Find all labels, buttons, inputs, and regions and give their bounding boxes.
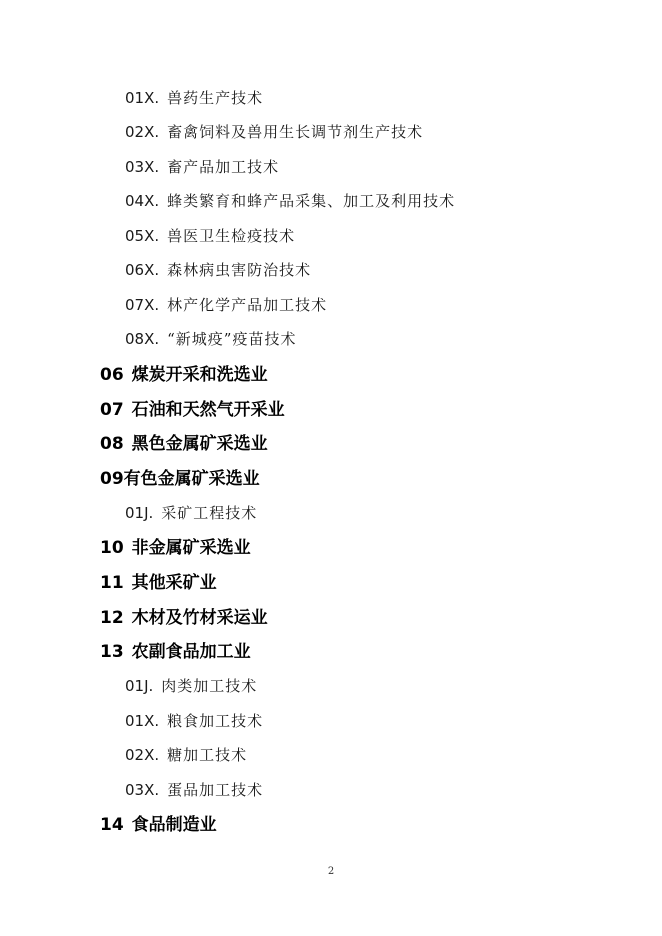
section-code: 07 [100,400,124,420]
item-code: 05X. [125,227,160,245]
item-text: 肉类加工技术 [161,677,258,695]
section-code: 13 [100,642,124,662]
list-item [125,329,296,349]
section-title: 食品制造业 [131,815,217,835]
item-code: 02X. [125,746,160,764]
item-code: 03X. [125,158,160,176]
list-item [125,122,423,142]
section-title: 其他采矿业 [131,573,217,593]
list-item [125,745,247,765]
section-heading [100,608,268,628]
list-item [125,676,257,696]
item-code: 07X. [125,296,160,314]
section-heading [100,400,285,420]
list-item [125,88,263,108]
item-code: 01X. [125,89,160,107]
item-text: 采矿工程技术 [161,504,258,522]
section-code: 14 [100,815,124,835]
item-text: 畜产品加工技术 [167,158,280,176]
section-heading [100,642,251,662]
section-code: 11 [100,573,124,593]
section-title: 非金属矿采选业 [131,538,251,558]
section-title: 石油和天然气开采业 [131,400,285,420]
list-item [125,191,455,211]
item-text: 糖加工技术 [167,746,248,764]
section-heading [100,469,260,489]
item-text: 兽医卫生检疫技术 [167,227,296,245]
item-text: 兽药生产技术 [167,89,264,107]
list-item [125,503,257,523]
item-code: 01J. [125,677,154,695]
section-heading [100,815,217,835]
item-code: 01J. [125,504,154,522]
section-title: 黑色金属矿采选业 [131,434,268,454]
item-text: 蛋品加工技术 [167,781,264,799]
list-item [125,711,263,731]
item-code: 02X. [125,123,160,141]
section-code: 08 [100,434,124,454]
section-title: 农副食品加工业 [131,642,251,662]
item-code: 08X. [125,330,160,348]
section-code: 06 [100,365,124,385]
page-number: 2 [327,866,335,877]
list-item [125,780,263,800]
item-text: 森林病虫害防治技术 [167,261,312,279]
section-code: 09 [100,469,124,489]
item-code: 03X. [125,781,160,799]
item-code: 04X. [125,192,160,210]
item-text: 林产化学产品加工技术 [167,296,328,314]
section-heading [100,538,251,558]
section-code: 10 [100,538,124,558]
section-heading [100,365,268,385]
list-item [125,295,327,315]
section-title: 煤炭开采和洗选业 [131,365,268,385]
item-code: 01X. [125,712,160,730]
section-title: 有色金属矿采选业 [123,469,260,489]
list-item [125,260,311,280]
section-heading [100,434,268,454]
list-item [125,157,279,177]
section-code: 12 [100,608,124,628]
item-text: 粮食加工技术 [167,712,264,730]
item-text: 蜂类繁育和蜂产品采集、加工及利用技术 [167,192,456,210]
item-text: 畜禽饲料及兽用生长调节剂生产技术 [167,123,424,141]
list-item [125,226,295,246]
item-code: 06X. [125,261,160,279]
section-title: 木材及竹材采运业 [131,608,268,628]
section-heading [100,573,217,593]
item-text: “新城疫”疫苗技术 [167,330,297,348]
